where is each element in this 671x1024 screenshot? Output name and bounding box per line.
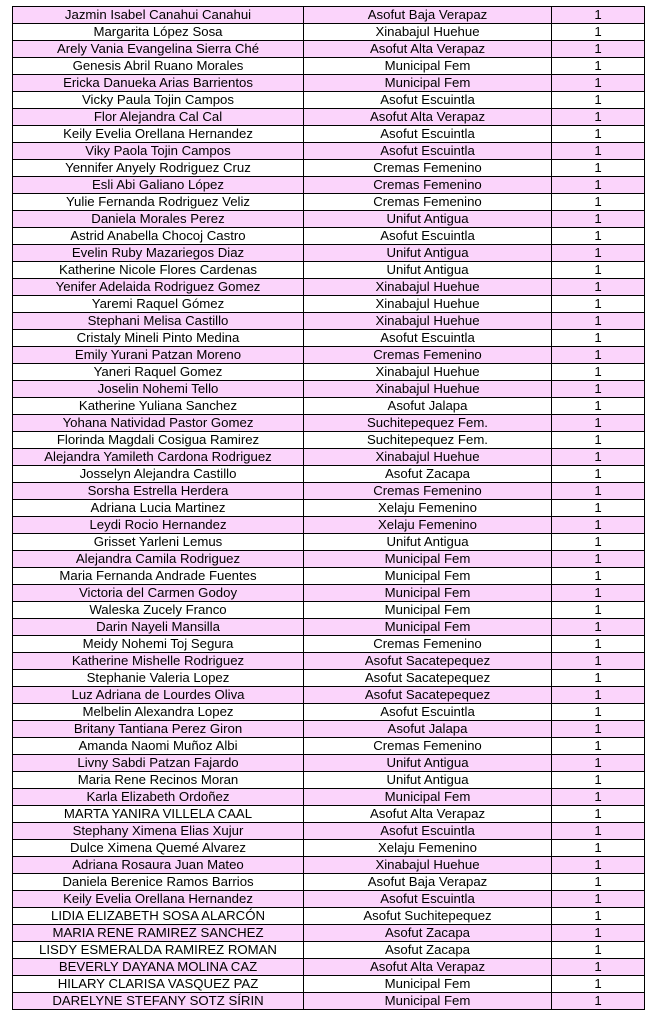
table-row — [13, 738, 645, 755]
count-cell[interactable]: 1 — [552, 619, 645, 636]
table-row — [13, 942, 645, 959]
table-row — [13, 228, 645, 245]
club-name-cell[interactable]: Unifut Antigua — [304, 262, 552, 279]
player-name-cell[interactable]: Stephani Melisa Castillo — [13, 313, 304, 330]
table-row — [13, 381, 645, 398]
table-row — [13, 840, 645, 857]
table-row — [13, 41, 645, 58]
club-name-cell[interactable]: Asofut Escuintla — [304, 228, 552, 245]
table-row — [13, 653, 645, 670]
player-name-cell[interactable]: Yenifer Adelaida Rodriguez Gomez — [13, 279, 304, 296]
club-name-cell[interactable]: Unifut Antigua — [304, 245, 552, 262]
player-name-cell[interactable]: Yaneri Raquel Gomez — [13, 364, 304, 381]
club-name-cell[interactable]: Xinabajul Huehue — [304, 449, 552, 466]
club-name-cell[interactable]: Asofut Baja Verapaz — [304, 874, 552, 891]
table-row — [13, 823, 645, 840]
count-cell[interactable]: 1 — [552, 908, 645, 925]
club-name-cell[interactable]: Xelaju Femenino — [304, 500, 552, 517]
count-cell[interactable]: 1 — [552, 959, 645, 976]
count-cell[interactable]: 1 — [552, 925, 645, 942]
table-row — [13, 160, 645, 177]
table-row — [13, 330, 645, 347]
player-name-cell[interactable]: Cristaly Mineli Pinto Medina — [13, 330, 304, 347]
club-name-cell[interactable]: Asofut Sacatepequez — [304, 653, 552, 670]
table-row — [13, 551, 645, 568]
count-cell[interactable]: 1 — [552, 755, 645, 772]
table-row — [13, 619, 645, 636]
table-row — [13, 636, 645, 653]
player-name-cell[interactable]: BEVERLY DAYANA MOLINA CAZ — [13, 959, 304, 976]
table-row — [13, 585, 645, 602]
player-name-cell[interactable]: Keily Evelia Orellana Hernandez — [13, 126, 304, 143]
count-cell[interactable]: 1 — [552, 738, 645, 755]
club-name-cell[interactable]: Asofut Escuintla — [304, 143, 552, 160]
count-cell[interactable]: 1 — [552, 976, 645, 993]
player-name-cell[interactable]: Flor Alejandra Cal Cal — [13, 109, 304, 126]
table-row — [13, 908, 645, 925]
count-cell[interactable]: 1 — [552, 432, 645, 449]
player-name-cell[interactable]: Margarita López Sosa — [13, 24, 304, 41]
table-row — [13, 75, 645, 92]
table-row — [13, 500, 645, 517]
player-name-cell[interactable]: Alejandra Yamileth Cardona Rodriguez — [13, 449, 304, 466]
player-name-cell[interactable]: Britany Tantiana Perez Giron — [13, 721, 304, 738]
player-name-cell[interactable]: Adriana Lucia Martinez — [13, 500, 304, 517]
table-row — [13, 874, 645, 891]
table-row — [13, 58, 645, 75]
table-row — [13, 891, 645, 908]
count-cell[interactable]: 1 — [552, 942, 645, 959]
count-cell[interactable]: 1 — [552, 500, 645, 517]
table-row — [13, 976, 645, 993]
count-cell[interactable]: 1 — [552, 109, 645, 126]
count-cell[interactable]: 1 — [552, 840, 645, 857]
count-cell[interactable]: 1 — [552, 228, 645, 245]
count-cell[interactable]: 1 — [552, 7, 645, 24]
club-name-cell[interactable]: Xinabajul Huehue — [304, 857, 552, 874]
count-cell[interactable]: 1 — [552, 534, 645, 551]
table-row — [13, 857, 645, 874]
table-row — [13, 568, 645, 585]
table-row — [13, 279, 645, 296]
player-name-cell[interactable]: Karla Elizabeth Ordoñez — [13, 789, 304, 806]
table-row — [13, 755, 645, 772]
table-row — [13, 602, 645, 619]
club-name-cell[interactable]: Municipal Fem — [304, 585, 552, 602]
count-cell[interactable]: 1 — [552, 857, 645, 874]
table-row — [13, 262, 645, 279]
player-name-cell[interactable]: Darin Nayeli Mansilla — [13, 619, 304, 636]
player-name-cell[interactable]: Victoria del Carmen Godoy — [13, 585, 304, 602]
club-name-cell[interactable]: Asofut Alta Verapaz — [304, 41, 552, 58]
club-name-cell[interactable]: Suchitepequez Fem. — [304, 415, 552, 432]
table-row — [13, 211, 645, 228]
player-name-cell[interactable]: Luz Adriana de Lourdes Oliva — [13, 687, 304, 704]
table-row — [13, 143, 645, 160]
table-row — [13, 687, 645, 704]
count-cell[interactable]: 1 — [552, 653, 645, 670]
player-name-cell[interactable]: Daniela Morales Perez — [13, 211, 304, 228]
player-name-cell[interactable]: Alejandra Camila Rodriguez — [13, 551, 304, 568]
club-name-cell[interactable]: Cremas Femenino — [304, 347, 552, 364]
club-name-cell[interactable]: Suchitepequez Fem. — [304, 432, 552, 449]
player-name-cell[interactable]: Katherine Yuliana Sanchez — [13, 398, 304, 415]
player-name-cell[interactable]: Yennifer Anyely Rodriguez Cruz — [13, 160, 304, 177]
table-row — [13, 993, 645, 1010]
player-roster-table — [12, 6, 645, 1010]
count-cell[interactable]: 1 — [552, 823, 645, 840]
player-name-cell[interactable]: Jazmin Isabel Canahui Canahui — [13, 7, 304, 24]
table-row — [13, 483, 645, 500]
club-name-cell[interactable]: Cremas Femenino — [304, 194, 552, 211]
table-row — [13, 959, 645, 976]
club-name-cell[interactable]: Municipal Fem — [304, 58, 552, 75]
count-cell[interactable]: 1 — [552, 415, 645, 432]
club-name-cell[interactable]: Asofut Suchitepequez — [304, 908, 552, 925]
club-name-cell[interactable]: Cremas Femenino — [304, 738, 552, 755]
player-name-cell[interactable]: Adriana Rosaura Juan Mateo — [13, 857, 304, 874]
player-name-cell[interactable]: Esli Abi Galiano López — [13, 177, 304, 194]
player-name-cell[interactable]: HILARY CLARISA VASQUEZ PAZ — [13, 976, 304, 993]
club-name-cell[interactable]: Cremas Femenino — [304, 636, 552, 653]
player-name-cell[interactable]: Melbelin Alexandra Lopez — [13, 704, 304, 721]
table-row — [13, 925, 645, 942]
table-row — [13, 806, 645, 823]
club-name-cell[interactable]: Xelaju Femenino — [304, 517, 552, 534]
count-cell[interactable]: 1 — [552, 721, 645, 738]
player-name-cell[interactable]: Yaremi Raquel Gómez — [13, 296, 304, 313]
player-name-cell[interactable]: Maria Rene Recinos Moran — [13, 772, 304, 789]
player-name-cell[interactable]: Yulie Fernanda Rodriguez Veliz — [13, 194, 304, 211]
table-row — [13, 313, 645, 330]
count-cell[interactable]: 1 — [552, 874, 645, 891]
player-name-cell[interactable]: Daniela Berenice Ramos Barrios — [13, 874, 304, 891]
player-name-cell[interactable]: Arely Vania Evangelina Sierra Ché — [13, 41, 304, 58]
count-cell[interactable]: 1 — [552, 160, 645, 177]
count-cell[interactable]: 1 — [552, 789, 645, 806]
player-name-cell[interactable]: LISDY ESMERALDA RAMIREZ ROMAN — [13, 942, 304, 959]
table-row — [13, 517, 645, 534]
club-name-cell[interactable]: Xinabajul Huehue — [304, 381, 552, 398]
player-name-cell[interactable]: Grisset Yarleni Lemus — [13, 534, 304, 551]
table-row — [13, 721, 645, 738]
club-name-cell[interactable]: Asofut Escuintla — [304, 126, 552, 143]
table-row — [13, 7, 645, 24]
table-row — [13, 194, 645, 211]
count-cell[interactable]: 1 — [552, 58, 645, 75]
count-cell[interactable]: 1 — [552, 41, 645, 58]
count-cell[interactable]: 1 — [552, 313, 645, 330]
club-name-cell[interactable]: Asofut Alta Verapaz — [304, 109, 552, 126]
count-cell[interactable]: 1 — [552, 279, 645, 296]
count-cell[interactable]: 1 — [552, 262, 645, 279]
count-cell[interactable]: 1 — [552, 993, 645, 1010]
table-row — [13, 466, 645, 483]
count-cell[interactable]: 1 — [552, 92, 645, 109]
club-name-cell[interactable]: Asofut Escuintla — [304, 330, 552, 347]
player-name-cell[interactable]: Viky Paola Tojin Campos — [13, 143, 304, 160]
count-cell[interactable]: 1 — [552, 398, 645, 415]
player-name-cell[interactable]: Evelin Ruby Mazariegos Diaz — [13, 245, 304, 262]
count-cell[interactable]: 1 — [552, 381, 645, 398]
table-row — [13, 109, 645, 126]
table-row — [13, 92, 645, 109]
count-cell[interactable]: 1 — [552, 704, 645, 721]
player-name-cell[interactable]: Stephany Ximena Elias Xujur — [13, 823, 304, 840]
club-name-cell[interactable]: Asofut Sacatepequez — [304, 670, 552, 687]
player-name-cell[interactable]: Katherine Nicole Flores Cardenas — [13, 262, 304, 279]
player-name-cell[interactable]: Astrid Anabella Chocoj Castro — [13, 228, 304, 245]
club-name-cell[interactable]: Municipal Fem — [304, 75, 552, 92]
player-name-cell[interactable]: Josselyn Alejandra Castillo — [13, 466, 304, 483]
club-name-cell[interactable]: Municipal Fem — [304, 568, 552, 585]
club-name-cell[interactable]: Municipal Fem — [304, 551, 552, 568]
club-name-cell[interactable]: Asofut Baja Verapaz — [304, 7, 552, 24]
count-cell[interactable]: 1 — [552, 687, 645, 704]
count-cell[interactable]: 1 — [552, 585, 645, 602]
club-name-cell[interactable]: Xelaju Femenino — [304, 840, 552, 857]
player-name-cell[interactable]: Genesis Abril Ruano Morales — [13, 58, 304, 75]
table-row — [13, 347, 645, 364]
club-name-cell[interactable]: Municipal Fem — [304, 602, 552, 619]
club-name-cell[interactable]: Cremas Femenino — [304, 483, 552, 500]
table-row — [13, 24, 645, 41]
club-name-cell[interactable]: Asofut Escuintla — [304, 891, 552, 908]
player-name-cell[interactable]: Waleska Zucely Franco — [13, 602, 304, 619]
table-row — [13, 772, 645, 789]
club-name-cell[interactable]: Asofut Sacatepequez — [304, 687, 552, 704]
club-name-cell[interactable]: Asofut Jalapa — [304, 721, 552, 738]
count-cell[interactable]: 1 — [552, 670, 645, 687]
player-name-cell[interactable]: Livny Sabdi Patzan Fajardo — [13, 755, 304, 772]
player-name-cell[interactable]: Florinda Magdali Cosigua Ramirez — [13, 432, 304, 449]
club-name-cell[interactable]: Municipal Fem — [304, 976, 552, 993]
player-name-cell[interactable]: Leydi Rocio Hernandez — [13, 517, 304, 534]
player-name-cell[interactable]: Ericka Danueka Arias Barrientos — [13, 75, 304, 92]
club-name-cell[interactable]: Asofut Zacapa — [304, 466, 552, 483]
club-name-cell[interactable]: Xinabajul Huehue — [304, 313, 552, 330]
count-cell[interactable]: 1 — [552, 449, 645, 466]
club-name-cell[interactable]: Unifut Antigua — [304, 772, 552, 789]
club-name-cell[interactable]: Asofut Escuintla — [304, 823, 552, 840]
count-cell[interactable]: 1 — [552, 568, 645, 585]
count-cell[interactable]: 1 — [552, 466, 645, 483]
count-cell[interactable]: 1 — [552, 194, 645, 211]
club-name-cell[interactable]: Unifut Antigua — [304, 534, 552, 551]
count-cell[interactable]: 1 — [552, 636, 645, 653]
club-name-cell[interactable]: Cremas Femenino — [304, 160, 552, 177]
count-cell[interactable]: 1 — [552, 891, 645, 908]
player-name-cell[interactable]: Stephanie Valeria Lopez — [13, 670, 304, 687]
club-name-cell[interactable]: Municipal Fem — [304, 993, 552, 1010]
club-name-cell[interactable]: Asofut Zacapa — [304, 942, 552, 959]
club-name-cell[interactable]: Cremas Femenino — [304, 177, 552, 194]
club-name-cell[interactable]: Asofut Escuintla — [304, 704, 552, 721]
club-name-cell[interactable]: Municipal Fem — [304, 619, 552, 636]
table-row — [13, 398, 645, 415]
count-cell[interactable]: 1 — [552, 211, 645, 228]
club-name-cell[interactable]: Xinabajul Huehue — [304, 296, 552, 313]
player-name-cell[interactable]: Meidy Nohemi Toj Segura — [13, 636, 304, 653]
count-cell[interactable]: 1 — [552, 24, 645, 41]
table-row — [13, 245, 645, 262]
club-name-cell[interactable]: Unifut Antigua — [304, 755, 552, 772]
club-name-cell[interactable]: Xinabajul Huehue — [304, 364, 552, 381]
count-cell[interactable]: 1 — [552, 75, 645, 92]
player-name-cell[interactable]: MARTA YANIRA VILLELA CAAL — [13, 806, 304, 823]
club-name-cell[interactable]: Xinabajul Huehue — [304, 24, 552, 41]
player-name-cell[interactable]: LIDIA ELIZABETH SOSA ALARCÓN — [13, 908, 304, 925]
player-name-cell[interactable]: Emily Yurani Patzan Moreno — [13, 347, 304, 364]
count-cell[interactable]: 1 — [552, 296, 645, 313]
player-name-cell[interactable]: Amanda Naomi Muñoz Albi — [13, 738, 304, 755]
count-cell[interactable]: 1 — [552, 551, 645, 568]
player-name-cell[interactable]: Keily Evelia Orellana Hernandez — [13, 891, 304, 908]
player-name-cell[interactable]: Katherine Mishelle Rodriguez — [13, 653, 304, 670]
table-row — [13, 704, 645, 721]
roster-table-body — [13, 7, 645, 1010]
table-row — [13, 415, 645, 432]
club-name-cell[interactable]: Xinabajul Huehue — [304, 279, 552, 296]
player-name-cell[interactable]: Vicky Paula Tojin Campos — [13, 92, 304, 109]
club-name-cell[interactable]: Asofut Escuintla — [304, 92, 552, 109]
count-cell[interactable]: 1 — [552, 364, 645, 381]
club-name-cell[interactable]: Asofut Alta Verapaz — [304, 806, 552, 823]
count-cell[interactable]: 1 — [552, 806, 645, 823]
club-name-cell[interactable]: Unifut Antigua — [304, 211, 552, 228]
table-row — [13, 432, 645, 449]
count-cell[interactable]: 1 — [552, 177, 645, 194]
player-name-cell[interactable]: Yohana Natividad Pastor Gomez — [13, 415, 304, 432]
count-cell[interactable]: 1 — [552, 517, 645, 534]
player-name-cell[interactable]: DARELYNE STEFANY SOTZ SÍRIN — [13, 993, 304, 1010]
table-row — [13, 296, 645, 313]
count-cell[interactable]: 1 — [552, 483, 645, 500]
count-cell[interactable]: 1 — [552, 245, 645, 262]
count-cell[interactable]: 1 — [552, 143, 645, 160]
club-name-cell[interactable]: Asofut Alta Verapaz — [304, 959, 552, 976]
player-name-cell[interactable]: Joselin Nohemi Tello — [13, 381, 304, 398]
club-name-cell[interactable]: Asofut Zacapa — [304, 925, 552, 942]
table-row — [13, 534, 645, 551]
club-name-cell[interactable]: Asofut Jalapa — [304, 398, 552, 415]
table-row — [13, 670, 645, 687]
player-name-cell[interactable]: MARIA RENE RAMIREZ SANCHEZ — [13, 925, 304, 942]
count-cell[interactable]: 1 — [552, 772, 645, 789]
player-name-cell[interactable]: Sorsha Estrella Herdera — [13, 483, 304, 500]
player-name-cell[interactable]: Dulce Ximena Quemé Alvarez — [13, 840, 304, 857]
count-cell[interactable]: 1 — [552, 347, 645, 364]
table-row — [13, 126, 645, 143]
table-row — [13, 177, 645, 194]
player-name-cell[interactable]: Maria Fernanda Andrade Fuentes — [13, 568, 304, 585]
count-cell[interactable]: 1 — [552, 126, 645, 143]
club-name-cell[interactable]: Municipal Fem — [304, 789, 552, 806]
count-cell[interactable]: 1 — [552, 602, 645, 619]
count-cell[interactable]: 1 — [552, 330, 645, 347]
table-row — [13, 449, 645, 466]
table-row — [13, 364, 645, 381]
table-row — [13, 789, 645, 806]
